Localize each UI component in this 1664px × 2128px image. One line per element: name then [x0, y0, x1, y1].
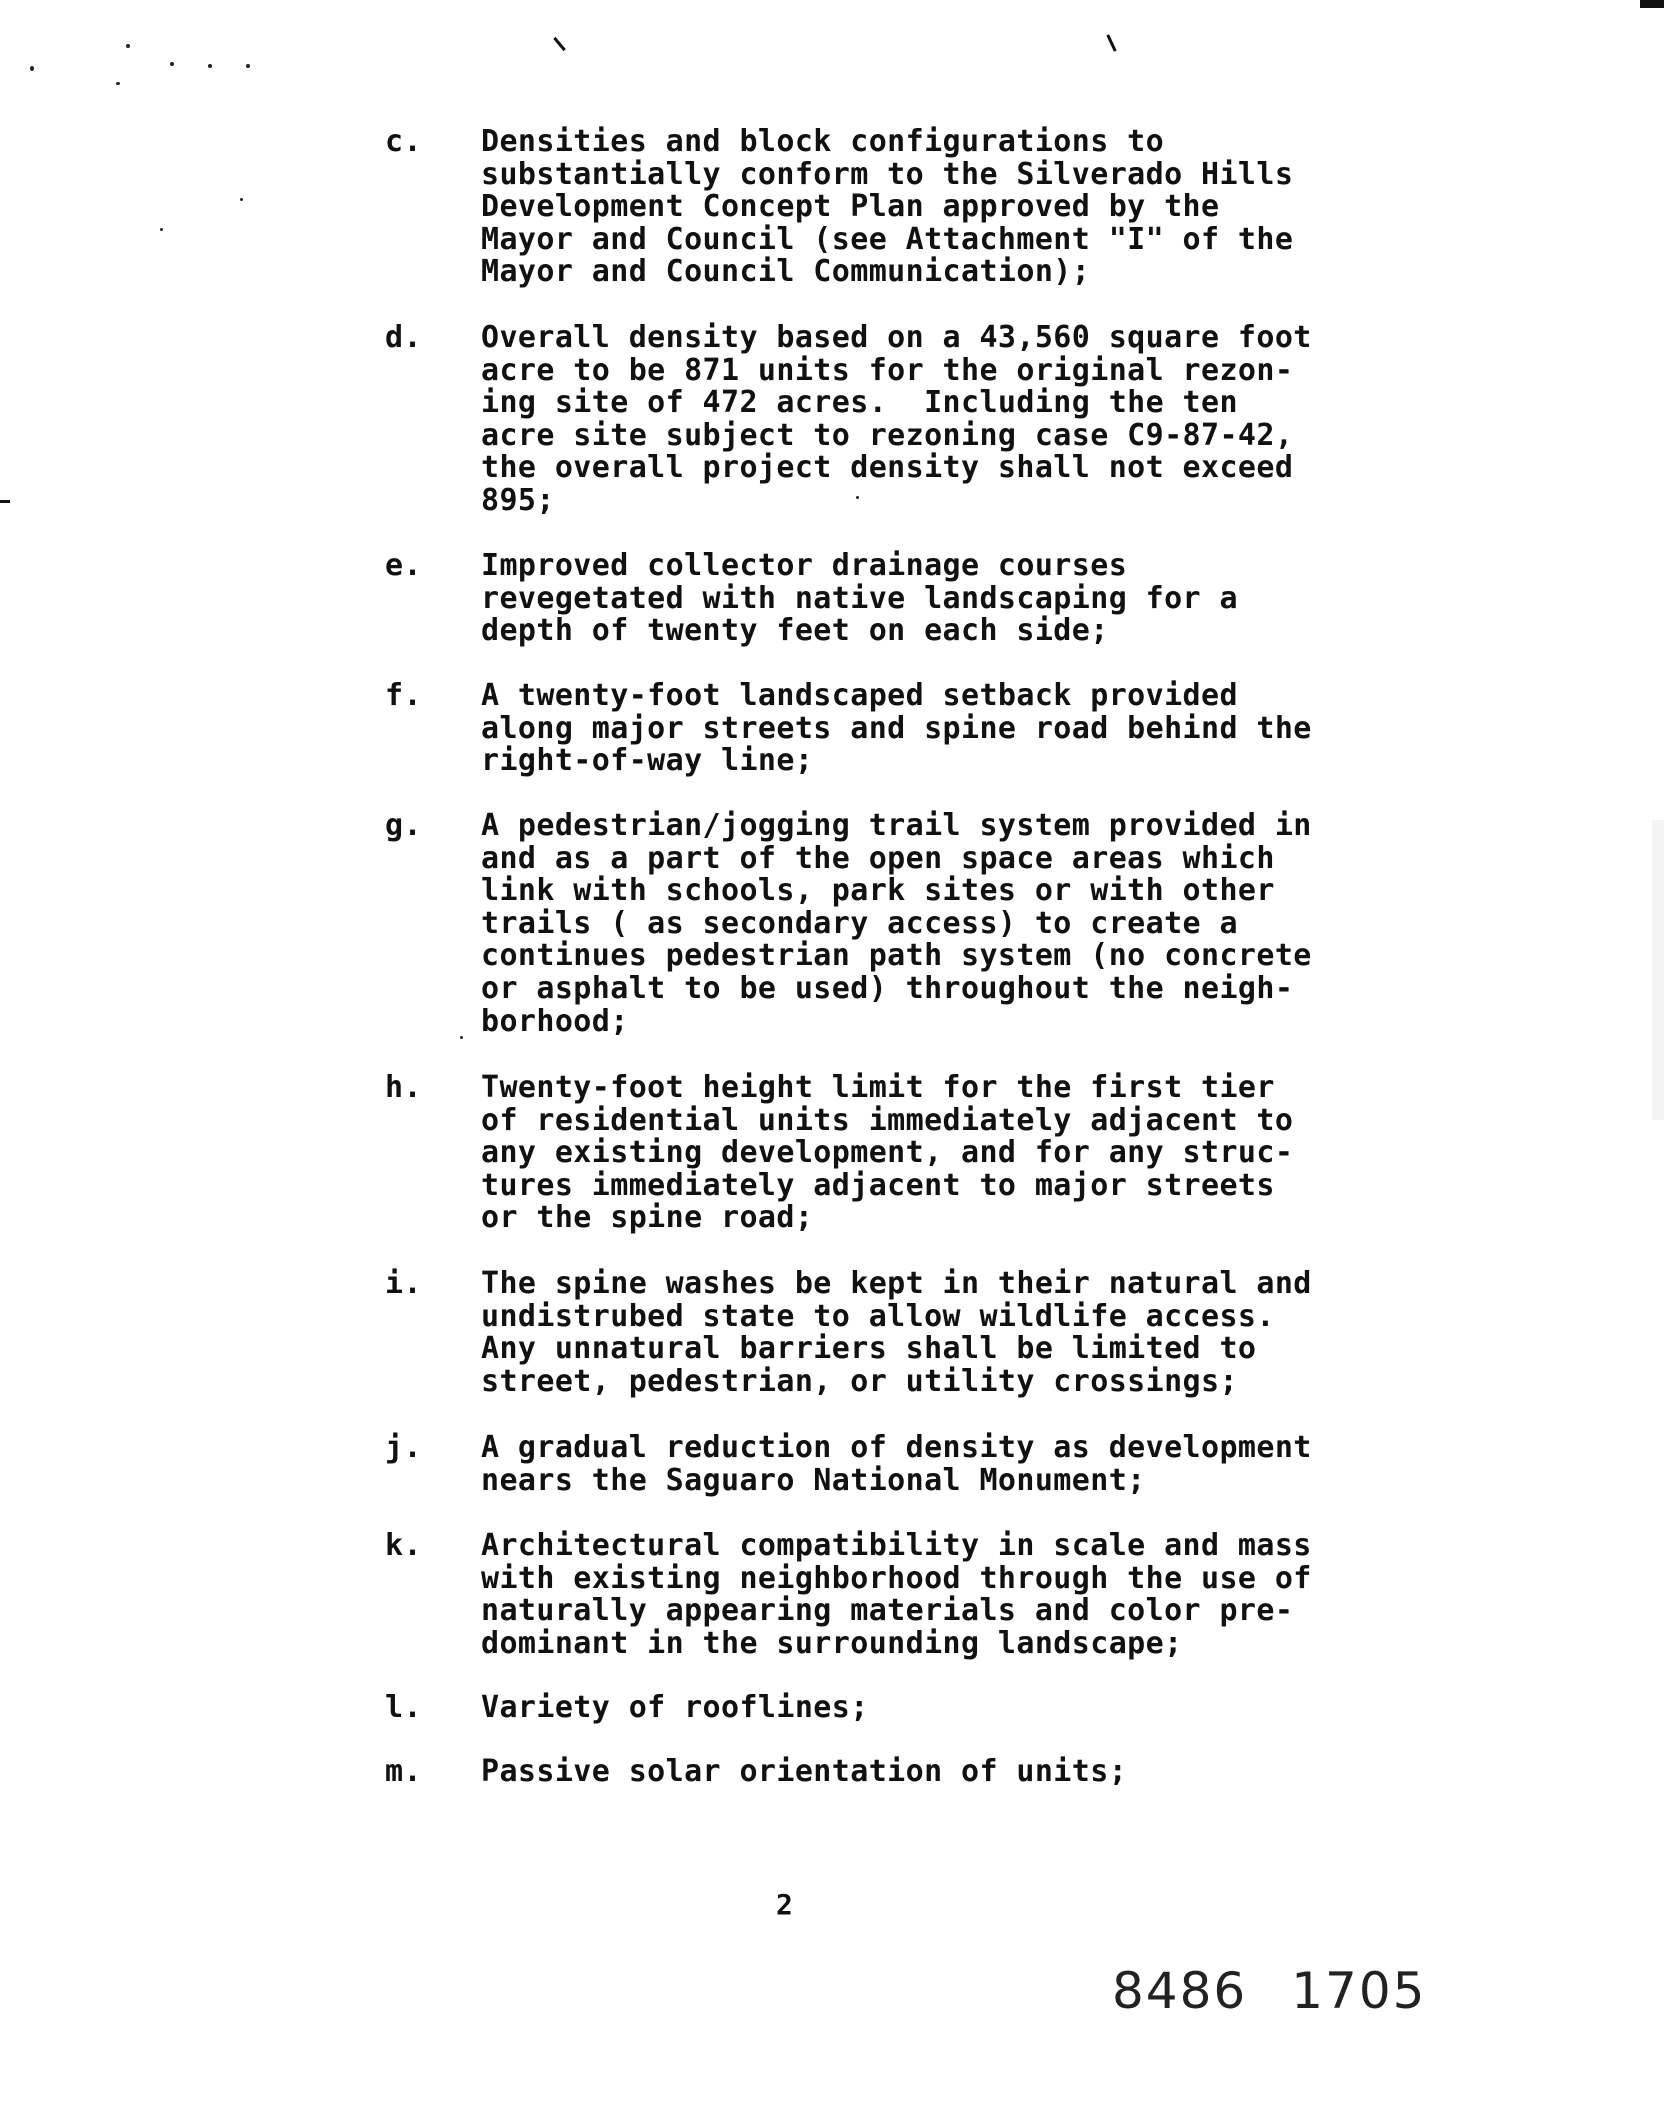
scan-speck — [208, 64, 212, 68]
item-text-line: nears the Saguaro National Monument; — [481, 1462, 1146, 1498]
item-text-line: acre to be 871 units for the original rezon- — [481, 352, 1294, 388]
item-text-line: right-of-way line; — [481, 743, 814, 779]
list-item-h — [385, 1072, 1425, 1235]
item-marker: e. — [385, 548, 422, 583]
list-item-i — [385, 1268, 1425, 1398]
item-text-line: tures immediately adjacent to major streets — [481, 1167, 1275, 1203]
item-text — [481, 810, 1425, 1038]
item-marker: m. — [385, 1754, 422, 1789]
scan-speck — [160, 228, 163, 231]
item-text-line: Development Concept Plan approved by the — [481, 189, 1220, 225]
item-text-line: Densities and block configurations to — [481, 124, 1165, 159]
item-text-line: revegetated with native landscaping for a — [481, 580, 1238, 616]
item-text-line: along major streets and spine road behind the — [481, 710, 1312, 746]
item-text-line: naturally appearing materials and color pre- — [481, 1593, 1294, 1629]
scan-tick-mark — [553, 37, 566, 51]
item-text-line: any existing development, and for any struc- — [481, 1135, 1294, 1171]
item-marker: i. — [385, 1266, 422, 1301]
item-text-line: with existing neighborhood through the use of — [481, 1560, 1312, 1596]
item-text-line: Improved collector drainage courses — [481, 548, 1128, 583]
item-text-line: Any unnatural barriers shall be limited to — [481, 1331, 1257, 1367]
item-marker: d. — [385, 320, 422, 355]
scan-speck — [126, 44, 130, 48]
list-item-e — [385, 550, 1425, 648]
item-text — [481, 1432, 1425, 1497]
item-text-line: ing site of 472 acres. Including the ten — [481, 385, 1238, 421]
list-item-k — [385, 1530, 1425, 1660]
scan-speck — [246, 64, 250, 68]
item-text — [481, 126, 1425, 289]
item-text-line: link with schools, park sites or with other — [481, 873, 1275, 909]
scan-speck — [116, 82, 120, 85]
item-text — [481, 1756, 1425, 1789]
item-text-line: Mayor and Council (see Attachment "I" of the — [481, 221, 1294, 257]
scan-edge-mark — [1640, 0, 1664, 8]
list-item-g — [385, 810, 1425, 1038]
item-text-line: Mayor and Council Communication); — [481, 254, 1091, 290]
item-text — [481, 322, 1425, 518]
item-text-line: or asphalt to be used) throughout the neigh- — [481, 970, 1294, 1006]
item-text — [481, 1530, 1425, 1660]
item-text-line: The spine washes be kept in their natural and — [481, 1266, 1312, 1301]
scan-tick-mark — [1106, 34, 1116, 52]
item-text — [481, 1692, 1425, 1725]
item-text-line: Architectural compatibility in scale and mass — [481, 1528, 1312, 1563]
list-item-m — [385, 1756, 1425, 1789]
item-text-line: undistrubed state to allow wildlife access. — [481, 1298, 1275, 1334]
item-marker: g. — [385, 808, 422, 843]
scan-speck — [240, 198, 243, 201]
item-text-line: Twenty-foot height limit for the first tier — [481, 1070, 1275, 1105]
item-text-line: 895; — [481, 482, 555, 518]
item-text-line: trails ( as secondary access) to create a — [481, 905, 1238, 941]
scan-speck — [30, 66, 34, 71]
document-code-left: 8486 — [1112, 1962, 1248, 2020]
item-marker: l. — [385, 1690, 422, 1725]
item-marker: k. — [385, 1528, 422, 1563]
item-text-line: street, pedestrian, or utility crossings; — [481, 1363, 1238, 1399]
item-text-line: A pedestrian/jogging trail system provided in — [481, 808, 1312, 843]
item-text — [481, 1268, 1425, 1398]
item-text-line: or the spine road; — [481, 1200, 814, 1236]
item-text-line: acre site subject to rezoning case C9-87-42, — [481, 417, 1294, 453]
list-item-d — [385, 322, 1425, 518]
item-text-line: A gradual reduction of density as development — [481, 1430, 1312, 1465]
item-text — [481, 550, 1425, 648]
scan-speck — [170, 62, 174, 66]
document-code — [1112, 1962, 1427, 2020]
item-text-line: the overall project density shall not exceed — [481, 450, 1294, 486]
page-number: 2 — [776, 1888, 793, 1921]
item-marker: j. — [385, 1430, 422, 1465]
item-marker: c. — [385, 124, 422, 159]
item-text-line: substantially conform to the Silverado Hills — [481, 156, 1294, 192]
item-text-line: Passive solar orientation of units; — [481, 1754, 1128, 1789]
item-text-line: Variety of rooflines; — [481, 1690, 869, 1725]
item-text — [481, 1072, 1425, 1235]
list-item-f — [385, 680, 1425, 778]
list-item-j — [385, 1432, 1425, 1497]
item-marker: f. — [385, 678, 422, 713]
item-text — [481, 680, 1425, 778]
item-text-line: dominant in the surrounding landscape; — [481, 1625, 1183, 1661]
document-code-right: 1705 — [1291, 1962, 1427, 2020]
item-text-line: of residential units immediately adjacent to — [481, 1102, 1294, 1138]
scan-edge-mark — [0, 500, 10, 503]
list-item-c — [385, 126, 1425, 289]
item-text-line: borhood; — [481, 1003, 629, 1039]
item-text-line: depth of twenty feet on each side; — [481, 613, 1109, 649]
scan-edge-mark — [1652, 820, 1664, 1120]
item-text-line: and as a part of the open space areas which — [481, 840, 1275, 876]
item-text-line: Overall density based on a 43,560 square foot — [481, 320, 1312, 355]
item-text-line: continues pedestrian path system (no concrete — [481, 938, 1312, 974]
item-text-line: A twenty-foot landscaped setback provided — [481, 678, 1238, 713]
list-item-l — [385, 1692, 1425, 1725]
item-marker: h. — [385, 1070, 422, 1105]
